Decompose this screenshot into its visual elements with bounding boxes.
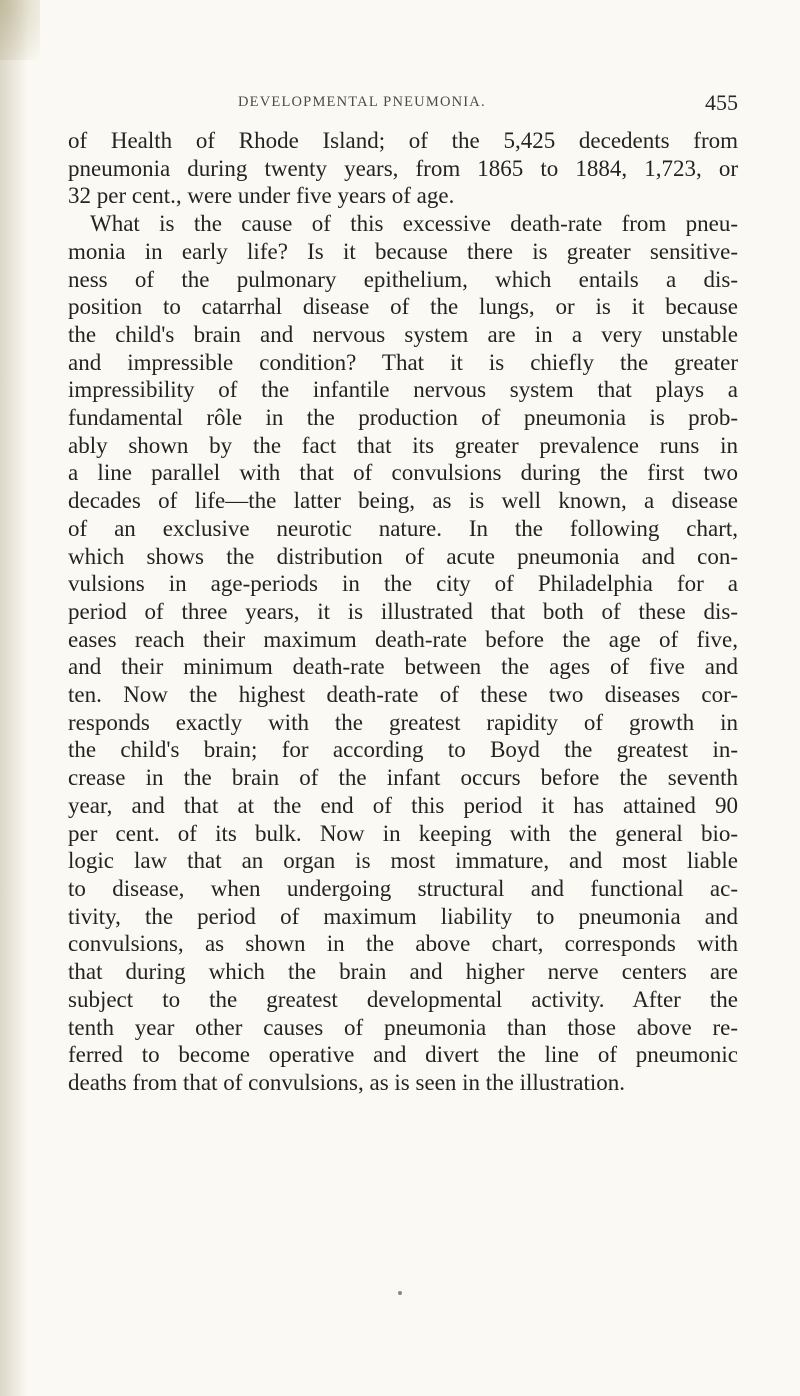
page-edge-shadow: [0, 0, 28, 1396]
text-line: logic law that an organ is most immature, and most liable: [68, 848, 738, 874]
text-line: ten. Now the highest death-rate of these two diseases cor-: [68, 682, 738, 708]
text-line: convulsions, as shown in the above chart, corresponds with: [68, 931, 738, 957]
text-line: tivity, the period of maximum liability to pneumonia and: [68, 903, 738, 929]
text-line: subject to the greatest developmental activity. After the: [68, 986, 738, 1012]
text-line: which shows the distribution of acute pneumonia and con-: [68, 543, 738, 569]
text-line: ness of the pulmonary epithelium, which entails a dis-: [68, 266, 738, 292]
text-line: tenth year other causes of pneumonia than those above re-: [68, 1014, 738, 1040]
text-line: deaths from that of convulsions, as is seen in the illustration.: [68, 1069, 626, 1095]
print-speck: [398, 1291, 402, 1295]
text-line: pneumonia during twenty years, from 1865 to 1884, 1,723, or: [68, 155, 738, 181]
text-line: and their minimum death-rate between the ages of five and: [68, 654, 738, 680]
text-line: position to catarrhal disease of the lungs, or is it because: [68, 294, 738, 320]
text-line: impressibility of the infantile nervous system that plays a: [68, 377, 738, 403]
text-line: period of three years, it is illustrated that both of these dis-: [68, 598, 738, 624]
running-title: DEVELOPMENTAL PNEUMONIA.: [238, 94, 486, 110]
page-corner-stain: [0, 0, 40, 60]
text-line: fundamental rôle in the production of pneumonia is prob-: [68, 405, 738, 431]
text-line: a line parallel with that of convulsions during the first two: [68, 460, 738, 486]
text-line: eases reach their maximum death-rate before the age of five,: [68, 626, 738, 652]
text-line: responds exactly with the greatest rapidity of growth in: [68, 709, 738, 735]
text-line: monia in early life? Is it because there is greater sensitive-: [68, 238, 738, 264]
text-line: per cent. of its bulk. Now in keeping with the general bio-: [68, 820, 738, 846]
text-line: of Health of Rhode Island; of the 5,425 decedents from: [68, 128, 738, 153]
text-line: 32 per cent., were under five years of age.: [68, 183, 455, 209]
body-text: [68, 127, 738, 1097]
page-number: 455: [705, 90, 738, 115]
text-line: ferred to become operative and divert the line of pneumonic: [68, 1042, 738, 1068]
text-line: to disease, when undergoing structural and functional ac-: [68, 875, 738, 901]
text-line: the child's brain and nervous system are in a very unstable: [68, 321, 738, 347]
text-line: year, and that at the end of this period it has attained 90: [68, 792, 738, 818]
text-line: crease in the brain of the infant occurs before the seventh: [68, 765, 738, 791]
text-line: that during which the brain and higher nerve centers are: [68, 959, 738, 985]
text-line: What is the cause of this excessive death-rate from pneu-: [90, 211, 738, 237]
text-line: and impressible condition? That it is chiefly the greater: [68, 349, 738, 375]
text-line: ably shown by the fact that its greater prevalence runs in: [68, 432, 738, 458]
text-line: vulsions in age-periods in the city of Philadelphia for a: [68, 571, 738, 597]
text-line: the child's brain; for according to Boyd the greatest in-: [68, 737, 738, 763]
running-head: [68, 90, 744, 120]
text-line: decades of life—the latter being, as is well known, a disease: [68, 488, 738, 514]
text-line: of an exclusive neurotic nature. In the following chart,: [68, 515, 738, 541]
